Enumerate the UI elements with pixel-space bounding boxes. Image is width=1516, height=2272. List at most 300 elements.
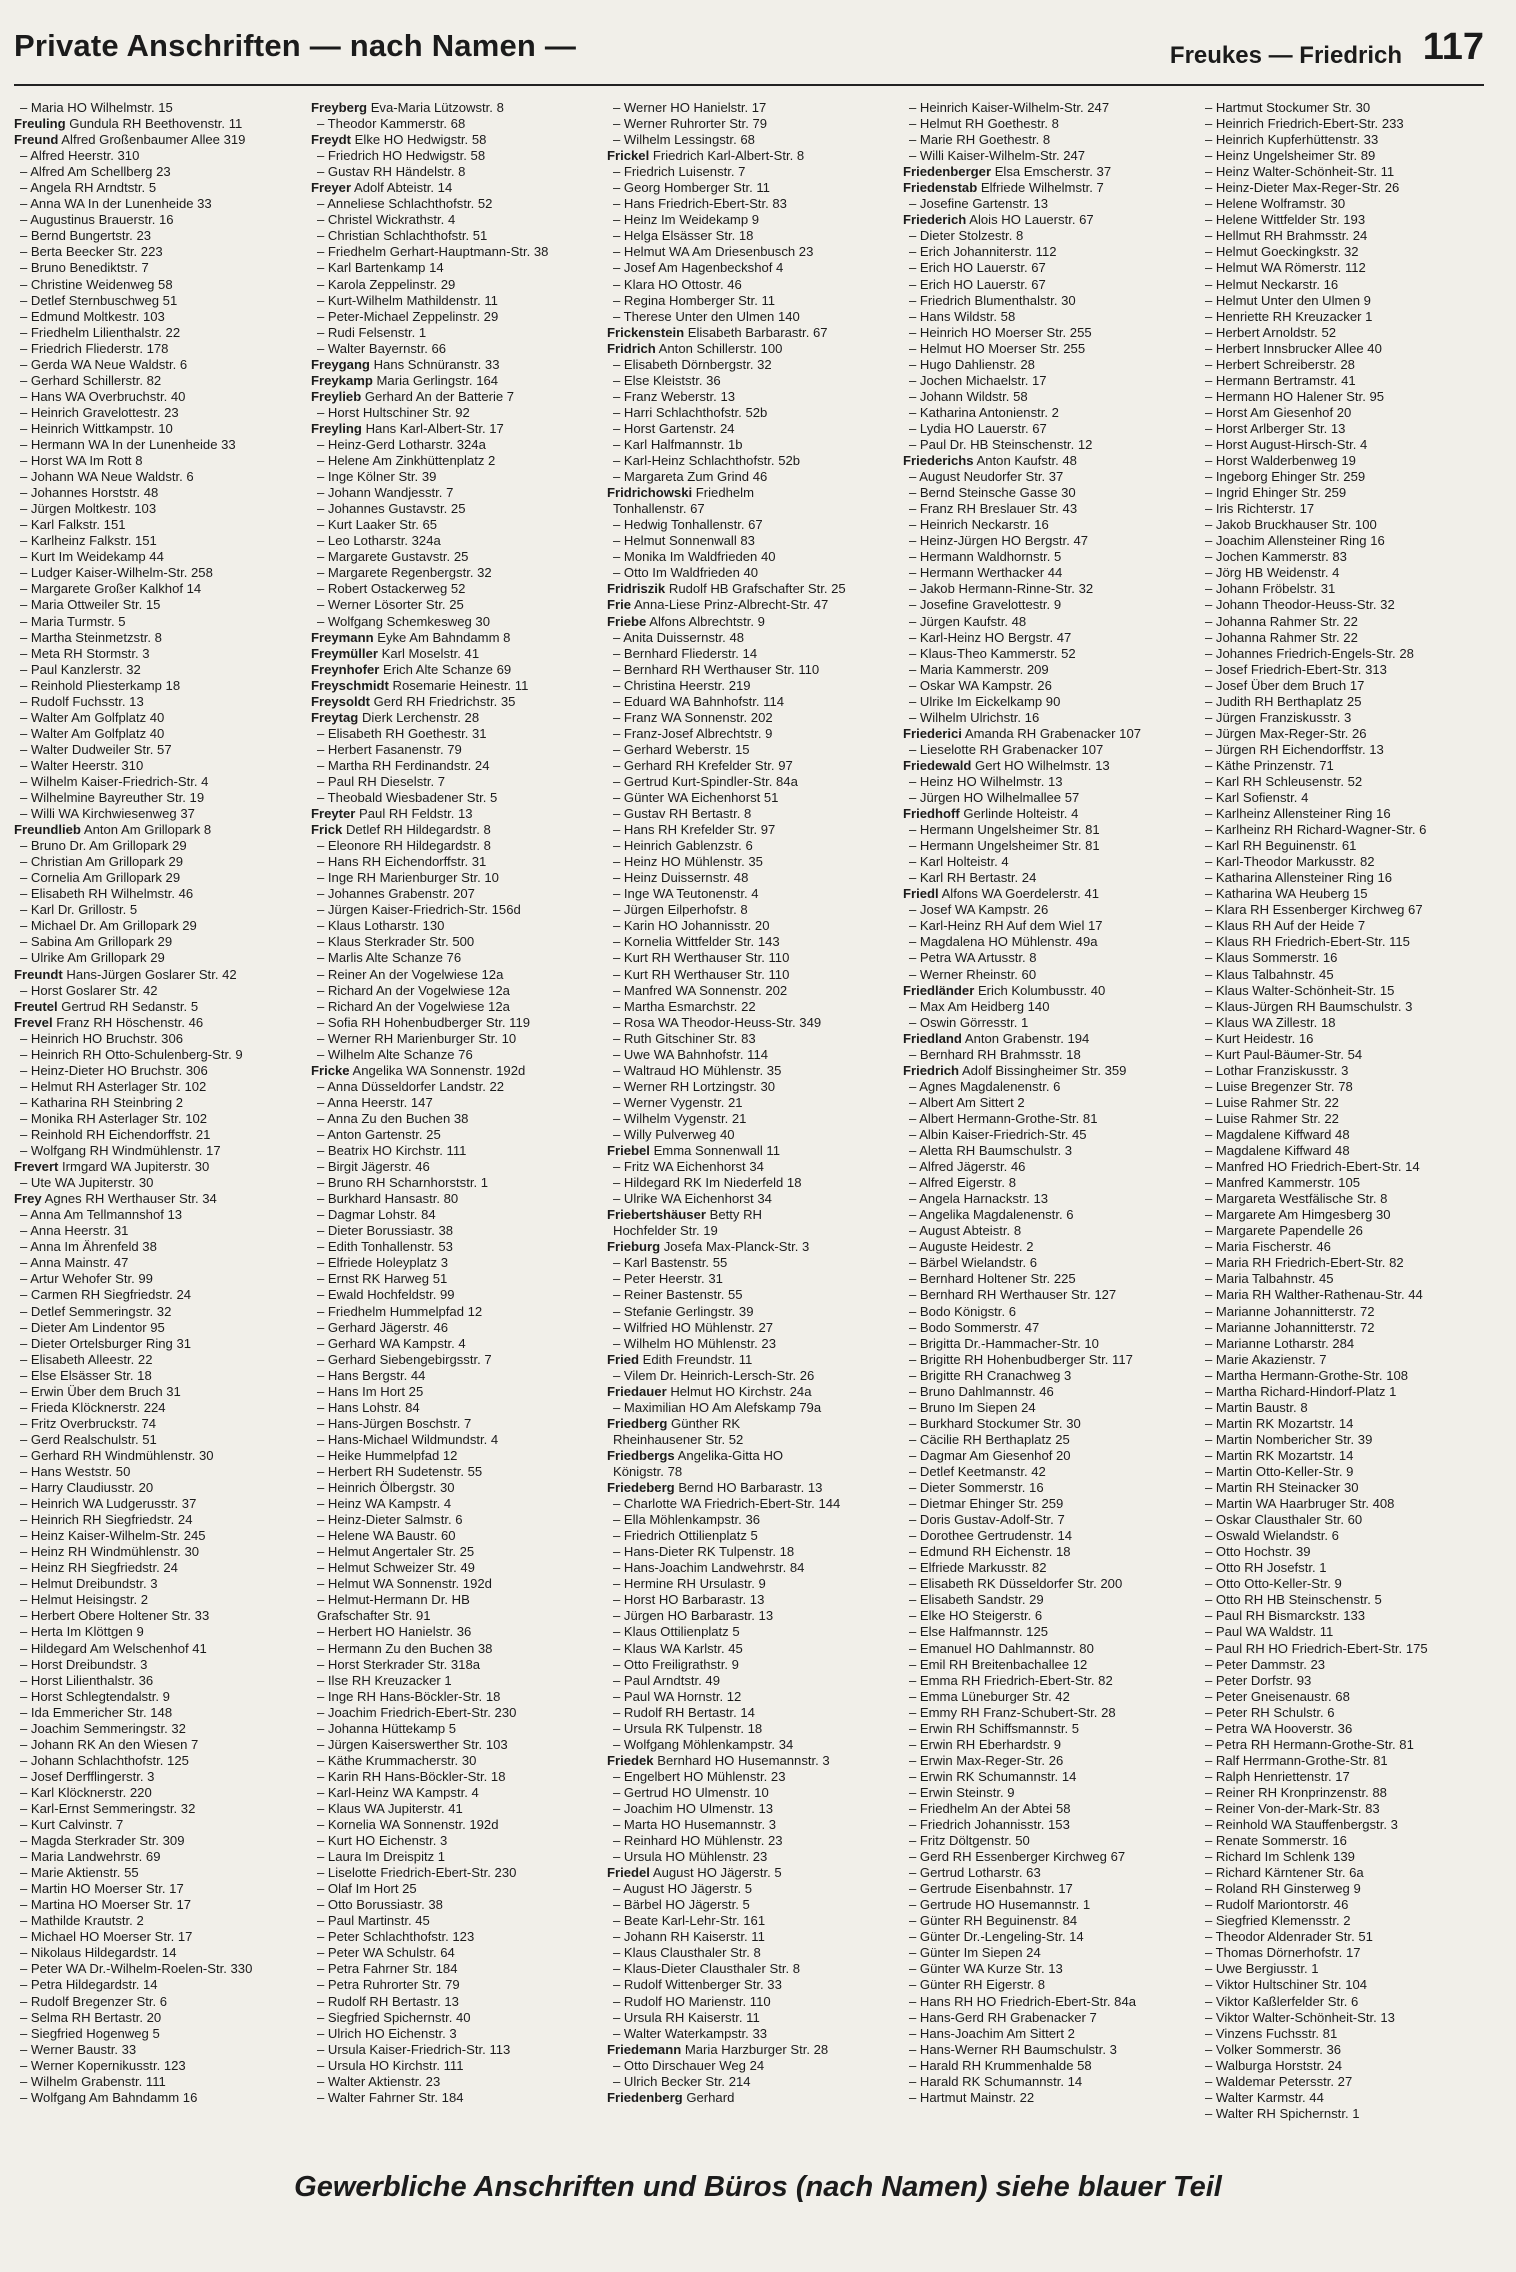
directory-entry — [311, 1641, 601, 1657]
directory-entry — [1199, 950, 1489, 966]
entry-details: – Heinz WA Kampstr. 4 — [317, 1496, 452, 1512]
directory-entry — [311, 1095, 601, 1111]
entry-details: – Siegfried Spichernstr. 40 — [317, 2009, 471, 2025]
directory-entry — [14, 806, 304, 822]
entry-details: – Ulrike WA Eichenhorst 34 — [613, 1191, 772, 1207]
directory-entry — [1199, 758, 1489, 774]
directory-entry — [1199, 1127, 1489, 1143]
directory-entry — [607, 1047, 897, 1063]
entry-details: – Magdalena HO Mühlenstr. 49a — [909, 934, 1098, 950]
entry-details: – Johannes Horststr. 48 — [20, 485, 159, 501]
directory-entry — [607, 1608, 897, 1624]
entry-details: – Christina Heerstr. 219 — [613, 677, 751, 693]
entry-details: – Werner Ruhrorter Str. 79 — [613, 116, 768, 132]
entry-details: – Maria RH Walther-Rathenau-Str. 44 — [1205, 1287, 1423, 1303]
entry-details: – Detlef Keetmanstr. 42 — [909, 1463, 1046, 1479]
entry-details: – Bernhard RH Werthauser Str. 127 — [909, 1287, 1117, 1303]
entry-details: – Klaus Sommerstr. 16 — [1205, 950, 1338, 966]
entry-details: – Karl-Ernst Semmeringstr. 32 — [20, 1800, 196, 1816]
entry-details: – Gerhard RH Krefelder Str. 97 — [613, 757, 793, 773]
entry-details: – Elke HO Steigerstr. 6 — [909, 1608, 1043, 1624]
directory-entry — [14, 277, 304, 293]
directory-entry — [607, 902, 897, 918]
entry-details: Elke HO Hedwigstr. 58 — [354, 132, 487, 148]
directory-entry — [14, 1352, 304, 1368]
directory-entry — [1199, 1849, 1489, 1865]
entry-details: – Oswald Wielandstr. 6 — [1205, 1528, 1339, 1544]
directory-entry — [1199, 244, 1489, 260]
entry-details: – Elisabeth Dörnbergstr. 32 — [613, 356, 772, 372]
directory-entry — [1199, 1079, 1489, 1095]
directory-entry — [14, 822, 304, 838]
surname: Freundt — [14, 966, 63, 982]
directory-entry — [607, 1624, 897, 1640]
directory-entry — [903, 421, 1193, 437]
entry-details: – Wilhelm Vygenstr. 21 — [613, 1110, 747, 1126]
directory-entry — [311, 1223, 601, 1239]
directory-entry — [14, 2042, 304, 2058]
directory-entry — [1199, 1432, 1489, 1448]
entry-details: – Karl Bastenstr. 55 — [613, 1255, 728, 1271]
directory-entry — [311, 260, 601, 276]
entry-details: – Petra WA Hooverstr. 36 — [1205, 1720, 1353, 1736]
directory-entry — [14, 1769, 304, 1785]
directory-entry — [311, 1673, 601, 1689]
directory-entry — [1199, 774, 1489, 790]
entry-details: – Johann Schlachthofstr. 125 — [20, 1752, 189, 1768]
directory-entry — [607, 132, 897, 148]
directory-entry — [903, 1015, 1193, 1031]
entry-details: – Martin RK Mozartstr. 14 — [1205, 1447, 1354, 1463]
surname: Freund — [14, 132, 59, 148]
entry-details: – Peter Heerstr. 31 — [613, 1271, 723, 1287]
directory-entry — [607, 1320, 897, 1336]
entry-details: – Fritz Overbruckstr. 74 — [20, 1415, 157, 1431]
directory-entry — [903, 726, 1193, 742]
directory-entry — [1199, 1721, 1489, 1737]
directory-entry — [903, 597, 1193, 613]
entry-details: – Heinz-Jürgen HO Bergstr. 47 — [909, 533, 1089, 549]
directory-entry — [903, 517, 1193, 533]
entry-details: – Elisabeth RK Düsseldorfer Str. 200 — [909, 1576, 1123, 1592]
surname: Friebel — [607, 1143, 650, 1159]
directory-entry — [607, 1833, 897, 1849]
directory-entry — [607, 1111, 897, 1127]
directory-entry — [311, 1801, 601, 1817]
surname: Fridriszik — [607, 581, 666, 597]
entry-details: – Johanna Rahmer Str. 22 — [1205, 613, 1358, 629]
directory-entry — [903, 2010, 1193, 2026]
entry-details: – Anna Düsseldorfer Landstr. 22 — [317, 1078, 505, 1094]
entry-details: – Oswin Görresstr. 1 — [909, 1014, 1029, 1030]
entry-details: – Johannes Grabenstr. 207 — [317, 886, 475, 902]
directory-entry — [311, 710, 601, 726]
column-1 — [14, 100, 304, 2130]
directory-entry — [607, 116, 897, 132]
directory-entry — [311, 790, 601, 806]
directory-entry — [1199, 260, 1489, 276]
entry-details: – Elfriede Holeyplatz 3 — [317, 1255, 449, 1271]
directory-entry — [311, 1512, 601, 1528]
directory-entry — [903, 678, 1193, 694]
entry-details: – Uwe WA Bahnhofstr. 114 — [613, 1046, 769, 1062]
directory-entry — [311, 1929, 601, 1945]
entry-details: – Johann Theodor-Heuss-Str. 32 — [1205, 597, 1395, 613]
entry-details: – Petra Hildegardstr. 14 — [20, 1977, 158, 1993]
entry-details: – Paul Dr. HB Steinschenstr. 12 — [909, 436, 1093, 452]
entry-details: – Johann WA Neue Waldstr. 6 — [20, 469, 194, 485]
directory-entry — [14, 1496, 304, 1512]
directory-entry — [14, 437, 304, 453]
directory-entry — [311, 1047, 601, 1063]
directory-entry — [903, 1352, 1193, 1368]
entry-details: Anton Grabenstr. 194 — [964, 1030, 1090, 1046]
entry-details: – Joachim HO Ulmenstr. 13 — [613, 1800, 774, 1816]
directory-entry — [14, 1673, 304, 1689]
directory-entry — [1199, 1111, 1489, 1127]
directory-entry — [14, 710, 304, 726]
entry-details: – Franz Weberstr. 13 — [613, 388, 736, 404]
entry-details: – Gerhard WA Kampstr. 4 — [317, 1335, 466, 1351]
entry-details: – Erwin Über dem Bruch 31 — [20, 1383, 181, 1399]
directory-entry — [311, 1063, 601, 1079]
directory-entry — [14, 2026, 304, 2042]
directory-entry — [1199, 2090, 1489, 2106]
directory-entry — [903, 116, 1193, 132]
directory-entry — [607, 870, 897, 886]
directory-entry — [607, 999, 897, 1015]
directory-entry — [1199, 565, 1489, 581]
directory-entry — [311, 1207, 601, 1223]
entry-details: – Helmut Neckarstr. 16 — [1205, 276, 1339, 292]
entry-details: – Erwin RH Schiffsmannstr. 5 — [909, 1720, 1080, 1736]
entry-details: – Angelika Magdalenenstr. 6 — [909, 1207, 1074, 1223]
entry-details: – Magdalene Kiffward 48 — [1205, 1143, 1350, 1159]
entry-details: – Peter WA Schulstr. 64 — [317, 1945, 455, 1961]
directory-entry — [1199, 116, 1489, 132]
directory-entry — [14, 1480, 304, 1496]
entry-details: – Friedrich Blumenthalstr. 30 — [909, 292, 1076, 308]
directory-entry — [14, 1464, 304, 1480]
entry-details: – Theodor Kammerstr. 68 — [317, 116, 466, 132]
directory-entry — [311, 1592, 601, 1608]
directory-entry — [1199, 710, 1489, 726]
directory-entry — [14, 1608, 304, 1624]
entry-details: – Margareta Zum Grind 46 — [613, 469, 768, 485]
directory-entry — [311, 694, 601, 710]
directory-entry — [607, 277, 897, 293]
directory-entry — [311, 838, 601, 854]
entry-details: – Werner Lösorter Str. 25 — [317, 597, 464, 613]
entry-details: – Helga Elsässer Str. 18 — [613, 228, 754, 244]
surname: Frey — [14, 1191, 42, 1207]
directory-entry — [14, 581, 304, 597]
directory-entry — [607, 2026, 897, 2042]
entry-details: – August Abteistr. 8 — [909, 1223, 1022, 1239]
entry-details: – Franz RH Breslauer Str. 43 — [909, 501, 1078, 517]
directory-entry — [14, 2058, 304, 2074]
entry-details: – Jürgen Kaufstr. 48 — [909, 613, 1027, 629]
directory-entry — [311, 517, 601, 533]
directory-entry — [14, 742, 304, 758]
directory-entry — [1199, 325, 1489, 341]
directory-entry — [903, 934, 1193, 950]
directory-entry — [311, 1689, 601, 1705]
entry-details: – Anna Heerstr. 147 — [317, 1094, 433, 1110]
entry-details: – Josef Am Hagenbeckshof 4 — [613, 260, 784, 276]
entry-details: – Wilfried HO Mühlenstr. 27 — [613, 1319, 774, 1335]
entry-details: – Herbert Fasanenstr. 79 — [317, 741, 462, 757]
entry-details: Amanda RH Grabenacker 107 — [964, 725, 1142, 741]
directory-entry — [903, 1031, 1193, 1047]
page-title: Private Anschriften — nach Namen — — [14, 28, 577, 63]
directory-entry — [607, 1641, 897, 1657]
directory-entry — [903, 1961, 1193, 1977]
entry-details: Günther RK — [671, 1415, 741, 1431]
entry-details: – Friedrich HO Hedwigstr. 58 — [317, 148, 486, 164]
entry-details: – Klara RH Essenberger Kirchweg 67 — [1205, 902, 1423, 918]
entry-details: – Lieselotte RH Grabenacker 107 — [909, 741, 1104, 757]
entry-details: – Heinrich RH Otto-Schulenberg-Str. 9 — [20, 1046, 243, 1062]
entry-details: – Marlis Alte Schanze 76 — [317, 950, 462, 966]
entry-details: – Richard An der Vogelwiese 12a — [317, 982, 510, 998]
entry-details: Karl Moselstr. 41 — [381, 645, 480, 661]
entry-details: – Heinrich Neckarstr. 16 — [909, 517, 1049, 533]
entry-details: – Harri Schlachthofstr. 52b — [613, 404, 768, 420]
entry-details: – Karl Sofienstr. 4 — [1205, 790, 1309, 806]
directory-entry — [903, 357, 1193, 373]
entry-details: – Kurt Calvinstr. 7 — [20, 1817, 124, 1833]
entry-details: – Helmut Unter den Ulmen 9 — [1205, 292, 1371, 308]
entry-details: – Gerhard Siebengebirgsstr. 7 — [317, 1351, 492, 1367]
directory-entry — [14, 293, 304, 309]
entry-details: – Regina Homberger Str. 11 — [613, 292, 776, 308]
directory-entry — [1199, 1641, 1489, 1657]
entry-details: – Inge RH Marienburger Str. 10 — [317, 870, 499, 886]
entry-details: – Johann Wildstr. 58 — [909, 388, 1028, 404]
directory-entry — [903, 373, 1193, 389]
directory-entry — [311, 2026, 601, 2042]
entry-details: – Paul WA Waldstr. 11 — [1205, 1624, 1334, 1640]
directory-entry — [903, 1304, 1193, 1320]
entry-details: – Eduard WA Bahnhofstr. 114 — [613, 693, 785, 709]
entry-details: – Vilem Dr. Heinrich-Lersch-Str. 26 — [613, 1367, 815, 1383]
directory-entry — [1199, 1416, 1489, 1432]
directory-entry — [903, 1833, 1193, 1849]
entry-details: – Helmut WA Sonnenstr. 192d — [317, 1576, 492, 1592]
entry-details: – Dagmar Lohstr. 84 — [317, 1207, 436, 1223]
entry-details: – Peter WA Dr.-Wilhelm-Roelen-Str. 330 — [20, 1961, 253, 1977]
entry-details: – Horst Am Giesenhof 20 — [1205, 404, 1352, 420]
directory-entry — [903, 774, 1193, 790]
entry-details: – Eleonore RH Hildegardstr. 8 — [317, 838, 491, 854]
column-3 — [607, 100, 897, 2130]
entry-details: – Heinrich Wittkampstr. 10 — [20, 420, 173, 436]
directory-entry — [903, 277, 1193, 293]
directory-entry — [903, 1095, 1193, 1111]
entry-details: – Bruno Dahlmannstr. 46 — [909, 1383, 1054, 1399]
directory-entry — [311, 1255, 601, 1271]
surname: Friedl — [903, 886, 939, 902]
directory-entry — [1199, 2010, 1489, 2026]
directory-entry — [14, 1994, 304, 2010]
entry-details: – Gertrud HO Ulmenstr. 10 — [613, 1784, 769, 1800]
surname: Freymann — [311, 629, 374, 645]
surname: Frick — [311, 822, 343, 838]
directory-entry — [903, 309, 1193, 325]
directory-entry — [14, 1881, 304, 1897]
directory-entry — [14, 1689, 304, 1705]
directory-entry — [903, 806, 1193, 822]
entry-details: – Willi WA Kirchwiesenweg 37 — [20, 806, 195, 822]
entry-details: – Kurt-Wilhelm Mathildenstr. 11 — [317, 292, 498, 308]
entry-details: – Reiner RH Kronprinzenstr. 88 — [1205, 1784, 1387, 1800]
entry-details: – Horst Lilienthalstr. 36 — [20, 1672, 154, 1688]
directory-entry — [14, 501, 304, 517]
entry-details: – Detlef Sternbuschweg 51 — [20, 292, 178, 308]
entry-details: – Maria RH Friedrich-Ebert-Str. 82 — [1205, 1255, 1404, 1271]
entry-details: – Werner RH Marienburger Str. 10 — [317, 1030, 517, 1046]
entry-details: – Hermann Ungelsheimer Str. 81 — [909, 822, 1100, 838]
entry-details: – Bernhard Fliederstr. 14 — [613, 645, 758, 661]
directory-entry — [1199, 870, 1489, 886]
directory-entry — [1199, 2074, 1489, 2090]
entry-details: – Erwin Max-Reger-Str. 26 — [909, 1752, 1064, 1768]
directory-entry — [311, 1994, 601, 2010]
entry-details: – Augustinus Brauerstr. 16 — [20, 212, 174, 228]
surname: Friederici — [903, 725, 962, 741]
entry-details: – Reinhold RH Eichendorffstr. 21 — [20, 1127, 211, 1142]
entry-details: – Helene Am Zinkhüttenplatz 2 — [317, 453, 496, 469]
surname: Friedberg — [607, 1415, 668, 1431]
entry-details: – Horst WA Im Rott 8 — [20, 453, 143, 469]
entry-details: – Ingeborg Ehinger Str. 259 — [1205, 469, 1366, 485]
directory-entry — [14, 1400, 304, 1416]
directory-entry — [311, 1608, 601, 1624]
directory-entry — [607, 694, 897, 710]
directory-entry — [311, 902, 601, 918]
directory-entry — [14, 1961, 304, 1977]
directory-entry — [1199, 148, 1489, 164]
entry-details: – Manfred Kammerstr. 105 — [1205, 1175, 1361, 1191]
directory-entry — [903, 758, 1193, 774]
directory-entry — [1199, 1287, 1489, 1303]
directory-entry — [607, 421, 897, 437]
directory-entry — [903, 1480, 1193, 1496]
directory-entry — [607, 1031, 897, 1047]
surname: Freydt — [311, 132, 352, 148]
directory-entry — [607, 758, 897, 774]
entry-details: – Martin WA Haarbruger Str. 408 — [1205, 1496, 1395, 1512]
entry-details: – Jochen Kammerstr. 83 — [1205, 549, 1347, 565]
directory-entry — [903, 196, 1193, 212]
directory-entry — [607, 148, 897, 164]
directory-entry — [1199, 662, 1489, 678]
directory-entry — [1199, 1657, 1489, 1673]
surname: Freysoldt — [311, 693, 370, 709]
directory-entry — [311, 1336, 601, 1352]
entry-details: – Joachim Friedrich-Ebert-Str. 230 — [317, 1704, 517, 1720]
entry-details: – Dieter Am Lindentor 95 — [20, 1319, 165, 1335]
entry-details: – Josef Derfflingerstr. 3 — [20, 1768, 155, 1784]
entry-details: – Jürgen RH Eichendorffstr. 13 — [1205, 741, 1384, 757]
directory-entry — [607, 742, 897, 758]
entry-details: – Heike Hummelpfad 12 — [317, 1447, 458, 1463]
entry-details: – Heinrich Friedrich-Ebert-Str. 233 — [1205, 116, 1404, 132]
directory-entry — [1199, 1977, 1489, 1993]
directory-entry — [607, 1657, 897, 1673]
directory-entry — [14, 870, 304, 886]
directory-entry — [903, 918, 1193, 934]
directory-entry — [311, 1833, 601, 1849]
directory-entry — [607, 341, 897, 357]
directory-entry — [1199, 293, 1489, 309]
entry-details: – Laura Im Dreispitz 1 — [317, 1849, 446, 1865]
directory-entry — [903, 1608, 1193, 1624]
entry-details: – Heinz Duissernstr. 48 — [613, 870, 749, 886]
directory-entry — [1199, 742, 1489, 758]
directory-entry — [903, 293, 1193, 309]
entry-details: – Helene Wittfelder Str. 193 — [1205, 212, 1366, 228]
directory-entry — [1199, 405, 1489, 421]
directory-entry — [311, 453, 601, 469]
entry-details: August HO Jägerstr. 5 — [652, 1865, 782, 1881]
directory-entry — [1199, 1352, 1489, 1368]
directory-entry — [903, 967, 1193, 983]
entry-details: – Martin RH Steinacker 30 — [1205, 1480, 1359, 1496]
directory-entry — [607, 1191, 897, 1207]
entry-details: – Ulrike Am Grillopark 29 — [20, 950, 165, 966]
entry-details: – Rudi Felsenstr. 1 — [317, 324, 427, 340]
entry-details: – Horst HO Barbarastr. 13 — [613, 1592, 765, 1608]
directory-entry — [607, 630, 897, 646]
entry-details: – Hermann Ungelsheimer Str. 81 — [909, 838, 1100, 854]
entry-details: – Ursula RK Tulpenstr. 18 — [613, 1720, 763, 1736]
directory-entry — [1199, 2058, 1489, 2074]
entry-details: – Klaus Lotharstr. 130 — [317, 918, 445, 934]
entry-details: Alois HO Lauerstr. 67 — [969, 212, 1094, 228]
entry-details: – Walter Bayernstr. 66 — [317, 340, 447, 356]
entry-details: – Otto Hochstr. 39 — [1205, 1544, 1311, 1560]
entry-details: – Karl Klöcknerstr. 220 — [20, 1784, 152, 1800]
directory-entry — [903, 822, 1193, 838]
footer-note: Gewerbliche Anschriften und Büros (nach Namen) siehe blauer Teil — [294, 2171, 1222, 2203]
entry-details: – Inge RH Hans-Böckler-Str. 18 — [317, 1688, 501, 1704]
entry-details: – Ulrich HO Eichenstr. 3 — [317, 2025, 457, 2041]
directory-entry — [14, 1913, 304, 1929]
directory-entry — [1199, 1400, 1489, 1416]
entry-details: – Harald RK Schumannstr. 14 — [909, 2073, 1083, 2089]
directory-entry — [607, 1416, 897, 1432]
entry-details: – Meta RH Stormstr. 3 — [20, 645, 150, 661]
entry-details: – Paul WA Hornstr. 12 — [613, 1688, 742, 1704]
entry-details: – Werner Kopernikusstr. 123 — [20, 2057, 186, 2073]
entry-details: – Martina HO Moerser Str. 17 — [20, 1897, 192, 1913]
entry-details: – Günter WA Kurze Str. 13 — [909, 1961, 1063, 1977]
entry-details: – Wilhelm Kaiser-Friedrich-Str. 4 — [20, 773, 209, 789]
directory-entry — [903, 1207, 1193, 1223]
entry-details: – Viktor Walter-Schönheit-Str. 13 — [1205, 2009, 1395, 2025]
entry-details: – Otto RH Josefstr. 1 — [1205, 1560, 1327, 1576]
entry-details: Eva-Maria Lützowstr. 8 — [370, 100, 504, 115]
entry-details: – Bodo Königstr. 6 — [909, 1303, 1017, 1319]
directory-entry — [607, 228, 897, 244]
surname: Freyberg — [311, 100, 368, 115]
directory-entry — [311, 1368, 601, 1384]
entry-details: – Heinz RH Windmühlenstr. 30 — [20, 1544, 200, 1560]
entry-details: – August Neudorfer Str. 37 — [909, 469, 1064, 485]
entry-details: – Karl-Heinz WA Kampstr. 4 — [317, 1784, 479, 1800]
